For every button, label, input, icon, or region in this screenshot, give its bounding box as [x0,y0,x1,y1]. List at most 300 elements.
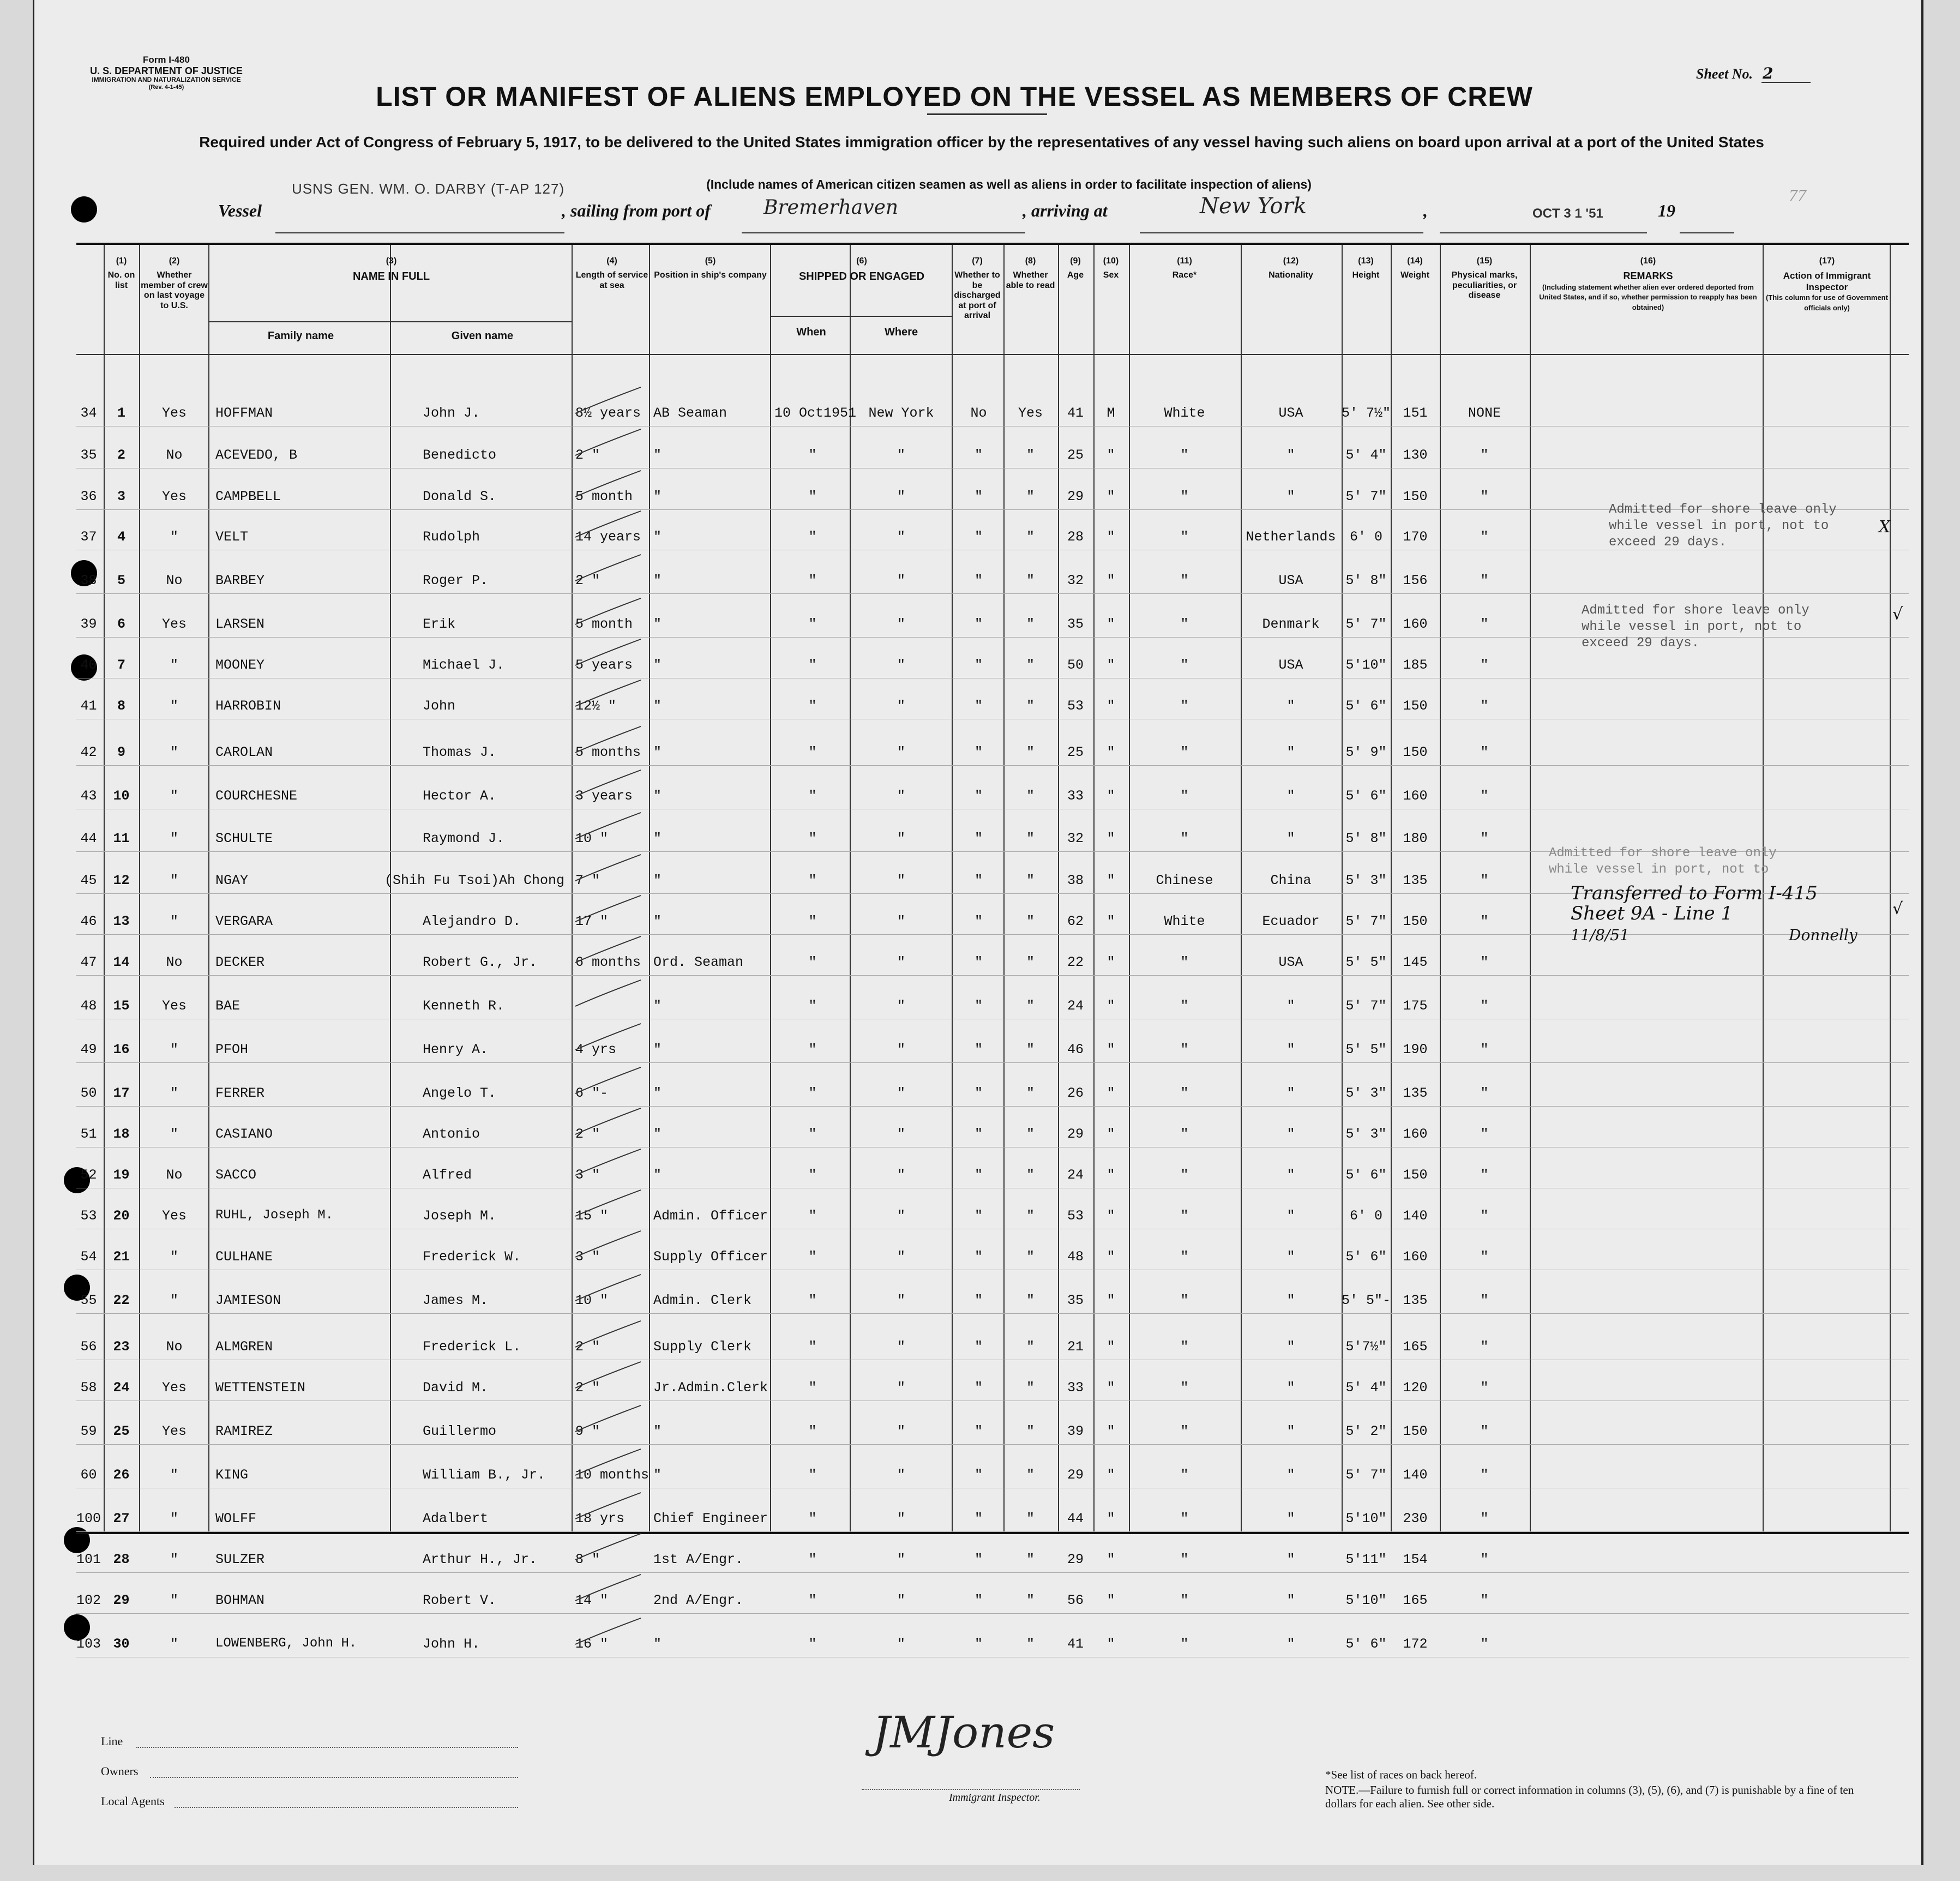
crew-given: Angelo T. [423,1085,497,1101]
crew-age: 33 [1067,788,1084,804]
crew-family: VELT [215,529,249,545]
crew-no: 9 [117,744,125,760]
footer-owners-blank [150,1777,518,1778]
crew-marks: " [1480,1167,1489,1183]
crew-nationality: China [1270,873,1312,888]
crew-age: 39 [1067,1423,1084,1439]
crew-no: 14 [113,954,130,970]
crew-service: 12½ " [575,698,617,714]
crew-sex: " [1107,616,1115,632]
review-tick-icon [573,1573,644,1606]
crew-age: 53 [1067,698,1084,714]
crew-age: 50 [1067,657,1084,673]
crew-position: " [653,1636,662,1652]
crew-weight: 165 [1403,1592,1428,1608]
crew-height: 5' 7" [1345,914,1387,929]
crew-sex: " [1107,954,1115,970]
crew-height: 5'10" [1345,1592,1387,1608]
crew-race: " [1180,1085,1189,1101]
crew-service: 2 " [575,447,600,463]
crew-sex: " [1107,831,1115,846]
crew-age: 25 [1067,447,1084,463]
crew-race: Chinese [1156,873,1213,888]
crew-seq: 50 [80,1085,97,1101]
crew-weight: 150 [1403,914,1428,929]
review-tick-icon [573,854,644,886]
crew-prev: " [170,1085,178,1101]
crew-discharged: " [974,1380,983,1396]
crew-family: HARROBIN [215,698,281,714]
crew-service: 14 " [575,1592,609,1608]
crew-weight: 160 [1403,616,1428,632]
remark-transferred-note: Transferred to Form I-415 Sheet 9A - Line 1 [1571,882,1818,925]
crew-family: PFOH [215,1042,249,1057]
crew-discharged: " [974,744,983,760]
crew-service: 4 yrs [575,1042,617,1057]
crew-position: Ord. Seaman [653,954,744,970]
row-rule [76,1613,1909,1614]
crew-given: Henry A. [423,1042,489,1057]
crew-seq: 41 [80,698,97,714]
crew-weight: 135 [1403,1293,1428,1308]
crew-nationality: USA [1278,657,1303,673]
crew-given: Alfred [423,1167,472,1183]
crew-no: 16 [113,1042,130,1057]
crew-when: " [808,657,817,673]
crew-weight: 230 [1403,1511,1428,1527]
crew-height: 5'11" [1345,1552,1387,1567]
crew-height: 5' 7" [1345,998,1387,1014]
crew-family: SACCO [215,1167,257,1183]
crew-no: 22 [113,1293,130,1308]
crew-age: 24 [1067,1167,1084,1183]
crew-height: 5' 6" [1345,1249,1387,1265]
crew-weight: 120 [1403,1380,1428,1396]
review-tick-icon [573,1023,644,1055]
crew-given: Benedicto [423,447,497,463]
crew-where: " [897,573,905,588]
crew-family: WOLFF [215,1511,257,1527]
crew-position: " [653,529,662,545]
crew-when: " [808,873,817,888]
crew-age: 33 [1067,1380,1084,1396]
crew-given: (Shih Fu Tsoi)Ah Chong [384,873,565,888]
crew-position: " [653,1167,662,1183]
crew-sex: " [1107,1511,1115,1527]
arrival-date-stamp: OCT 3 1 '51 [1532,206,1603,221]
crew-age: 28 [1067,529,1084,545]
crew-given: Raymond J. [423,831,505,846]
crew-given: Arthur H., Jr. [423,1552,538,1567]
crew-height: 5' 3" [1345,1126,1387,1142]
crew-discharged: " [974,573,983,588]
crew-when: " [808,831,817,846]
crew-discharged: " [974,1636,983,1652]
crew-discharged: " [974,1042,983,1057]
crew-position: AB Seaman [653,405,728,421]
inspector-label: Immigrant Inspector. [949,1792,1041,1804]
crew-height: 5' 7" [1345,1467,1387,1483]
crew-family: JAMIESON [215,1293,281,1308]
crew-where: " [897,1552,905,1567]
review-tick-icon [573,1617,644,1650]
crew-nationality: " [1286,1249,1295,1265]
crew-height: 5' 6" [1345,698,1387,714]
crew-race: " [1180,1511,1189,1527]
crew-service: 14 years [575,529,641,545]
crew-prev: No [166,954,183,970]
crew-height: 5' 8" [1345,573,1387,588]
review-tick-icon [573,597,644,630]
review-tick-icon [573,1189,644,1222]
crew-read: " [1026,489,1035,504]
crew-family: LARSEN [215,616,265,632]
crew-given: John J. [423,405,480,421]
crew-prev: Yes [161,616,187,632]
crew-seq: 56 [80,1339,97,1355]
row-rule [76,593,1909,594]
crew-when: " [808,744,817,760]
crew-discharged: " [974,831,983,846]
crew-discharged: " [974,1511,983,1527]
crew-sex: " [1107,657,1115,673]
crew-weight: 140 [1403,1467,1428,1483]
crew-seq: 103 [76,1636,101,1652]
footer-line-blank [136,1747,518,1748]
year-line [1680,232,1734,233]
crew-marks: " [1480,1467,1489,1483]
crew-family: CAROLAN [215,744,273,760]
review-tick-icon [573,1404,644,1437]
crew-service: 2 " [575,573,600,588]
crew-where: " [897,873,905,888]
crew-age: 41 [1067,1636,1084,1652]
crew-given: Guillermo [423,1423,497,1439]
crew-seq: 34 [80,405,97,421]
crew-weight: 150 [1403,698,1428,714]
crew-no: 15 [113,998,130,1014]
crew-race: " [1180,831,1189,846]
crew-when: " [808,1339,817,1355]
crew-sex: " [1107,529,1115,545]
crew-sex: " [1107,1042,1115,1057]
crew-nationality: " [1286,489,1295,504]
crew-when: " [808,616,817,632]
crew-marks: " [1480,954,1489,970]
crew-sex: " [1107,447,1115,463]
crew-sex: " [1107,788,1115,804]
crew-prev: Yes [161,405,187,421]
crew-no: 18 [113,1126,130,1142]
crew-service: 10 " [575,831,609,846]
crew-weight: 145 [1403,954,1428,970]
crew-nationality: " [1286,1636,1295,1652]
col-given-name: Given name [451,330,514,342]
crew-service: 5 month [575,616,633,632]
action-mark-3: √ [1892,899,1903,918]
crew-discharged: " [974,447,983,463]
crew-read: " [1026,1085,1035,1101]
crew-prev: " [170,1511,178,1527]
crew-marks: " [1480,1208,1489,1224]
crew-height: 5' 6" [1345,1167,1387,1183]
crew-weight: 150 [1403,1167,1428,1183]
crew-where: " [897,657,905,673]
crew-where: " [897,914,905,929]
crew-given: Michael J. [423,657,505,673]
crew-read: " [1026,573,1035,588]
crew-seq: 47 [80,954,97,970]
crew-sex: " [1107,1552,1115,1567]
crew-prev: " [170,1126,178,1142]
col-remarks: (16) REMARKS (Including statement whether alien ever ordered deported from United States, and if so, whether permission to reapply has been obtained) [1539,256,1757,311]
comma-label: , [1423,201,1428,220]
form-department: U. S. DEPARTMENT OF JUSTICE [90,65,243,76]
crew-height: 5' 7" [1345,616,1387,632]
crew-age: 41 [1067,405,1084,421]
crew-discharged: " [974,698,983,714]
crew-discharged: " [974,1126,983,1142]
footer-line-label: Line [101,1734,123,1748]
crew-race: " [1180,1167,1189,1183]
col-sex: (10) Sex [1103,256,1119,280]
action-mark-2: √ [1892,605,1903,624]
crew-seq: 100 [76,1511,101,1527]
crew-discharged: " [974,788,983,804]
crew-no: 11 [113,831,130,846]
col-inspector-action: (17) Action of Immigrant Inspector (This column for use of Government officials only) [1766,256,1888,312]
crew-service: 5 years [575,657,633,673]
crew-prev: " [170,1636,178,1652]
crew-sex: " [1107,1423,1115,1439]
crew-position: " [653,831,662,846]
crew-service: 3 " [575,1249,600,1265]
crew-when: " [808,1293,817,1308]
crew-when: " [808,1423,817,1439]
crew-height: 5' 5" [1345,1042,1387,1057]
crew-position: " [653,447,662,463]
crew-service: 15 " [575,1208,609,1224]
crew-height: 5' 6" [1345,788,1387,804]
crew-given: David M. [423,1380,489,1396]
crew-where: " [897,447,905,463]
crew-prev: " [170,657,178,673]
crew-prev: " [170,1592,178,1608]
crew-read: " [1026,914,1035,929]
crew-race: " [1180,1592,1189,1608]
crew-seq: 101 [76,1552,101,1567]
crew-weight: 150 [1403,489,1428,504]
row-rule [76,1531,1909,1532]
crew-read: " [1026,616,1035,632]
crew-race: " [1180,529,1189,545]
crew-nationality: " [1286,1126,1295,1142]
crew-discharged: " [974,1085,983,1101]
crew-position: Admin. Clerk [653,1293,752,1308]
crew-read: " [1026,698,1035,714]
crew-marks: " [1480,1511,1489,1527]
crew-age: 32 [1067,831,1084,846]
crew-sex: " [1107,698,1115,714]
crew-marks: " [1480,573,1489,588]
crew-marks: " [1480,1423,1489,1439]
crew-service: 2 " [575,1380,600,1396]
review-tick-icon [573,554,644,586]
crew-when: " [808,1552,817,1567]
crew-service: 10 months [575,1467,650,1483]
crew-age: 29 [1067,489,1084,504]
crew-discharged: " [974,1293,983,1308]
crew-marks: " [1480,1293,1489,1308]
crew-where: " [897,616,905,632]
crew-when: " [808,529,817,545]
sailing-port-value: Bremerhaven [763,196,899,219]
crew-sex: " [1107,1249,1115,1265]
crew-where: " [897,1293,905,1308]
crew-position: 1st A/Engr. [653,1552,744,1567]
crew-service: 8½ years [575,405,641,421]
crew-position: " [653,1467,662,1483]
crew-family: CULHANE [215,1249,273,1265]
crew-given: Alejandro D. [423,914,521,929]
crew-no: 26 [113,1467,130,1483]
crew-given: Robert G., Jr. [423,954,538,970]
crew-no: 27 [113,1511,130,1527]
crew-age: 46 [1067,1042,1084,1057]
crew-prev: Yes [161,1208,187,1224]
crew-family: MOONEY [215,657,265,673]
crew-race: " [1180,657,1189,673]
crew-no: 19 [113,1167,130,1183]
crew-discharged: " [974,616,983,632]
crew-read: " [1026,1423,1035,1439]
row-rule [76,1062,1909,1063]
crew-family: LOWENBERG, John H. [215,1636,357,1651]
date-line [1440,232,1647,233]
crew-given: Robert V. [423,1592,497,1608]
crew-marks: " [1480,698,1489,714]
crew-height: 5' 9" [1345,744,1387,760]
crew-age: 35 [1067,1293,1084,1308]
remark-transfer-date: 11/8/51 [1571,926,1630,944]
crew-prev: Yes [161,998,187,1014]
crew-given: James M. [423,1293,489,1308]
crew-age: 38 [1067,873,1084,888]
vessel-line [275,232,564,233]
crew-given: Donald S. [423,489,497,504]
crew-no: 6 [117,616,125,632]
crew-read: " [1026,1511,1035,1527]
crew-seq: 42 [80,744,97,760]
crew-service: 6 months [575,954,641,970]
crew-height: 5'10" [1345,1511,1387,1527]
crew-family: WETTENSTEIN [215,1380,306,1396]
crew-age: 26 [1067,1085,1084,1101]
crew-family: SCHULTE [215,831,273,846]
crew-race: " [1180,573,1189,588]
crew-sex: M [1107,405,1115,421]
crew-service: 3 years [575,788,633,804]
crew-age: 29 [1067,1552,1084,1567]
review-tick-icon [573,386,644,419]
crew-weight: 165 [1403,1339,1428,1355]
crew-race: " [1180,1249,1189,1265]
crew-race: White [1164,914,1205,929]
crew-marks: " [1480,1380,1489,1396]
crew-marks: " [1480,616,1489,632]
crew-age: 53 [1067,1208,1084,1224]
col-length-of-service: (4) Length of service at sea [575,256,648,290]
crew-discharged: " [974,489,983,504]
crew-no: 23 [113,1339,130,1355]
crew-seq: 46 [80,914,97,929]
crew-age: 29 [1067,1126,1084,1142]
review-tick-icon [573,1107,644,1140]
crew-weight: 160 [1403,1249,1428,1265]
crew-when: " [808,1208,817,1224]
crew-given: Joseph M. [423,1208,497,1224]
row-rule [76,1313,1909,1314]
crew-read: " [1026,1126,1035,1142]
crew-discharged: " [974,998,983,1014]
crew-read: " [1026,657,1035,673]
crew-height: 5' 5"- [1342,1293,1391,1308]
col-name-in-full: (3) NAME IN FULL [352,256,430,283]
crew-nationality: Denmark [1262,616,1320,632]
crew-given: Frederick W. [423,1249,521,1265]
crew-weight: 170 [1403,529,1428,545]
review-tick-icon [573,1320,644,1353]
col-age: (9) Age [1067,256,1084,280]
vessel-stamp: USNS GEN. WM. O. DARBY (T-AP 127) [292,181,565,197]
crew-service: 16 " [575,1636,609,1652]
crew-read: " [1026,1592,1035,1608]
review-tick-icon [573,894,644,927]
crew-where: " [897,1249,905,1265]
crew-service: 2 " [575,1126,600,1142]
crew-when: " [808,698,817,714]
crew-position: " [653,489,662,504]
crew-prev: " [170,744,178,760]
crew-race: " [1180,1126,1189,1142]
crew-marks: " [1480,447,1489,463]
crew-read: " [1026,1380,1035,1396]
col-height: (13) Height [1352,256,1380,280]
crew-prev: " [170,831,178,846]
crew-position: " [653,616,662,632]
page-title: LIST OR MANIFEST OF ALIENS EMPLOYED ON THE VESSEL AS MEMBERS OF CREW [376,81,1533,112]
crew-where: " [897,954,905,970]
crew-when: " [808,447,817,463]
crew-discharged: " [974,1423,983,1439]
crew-where: " [897,529,905,545]
crew-given: Roger P. [423,573,489,588]
remark-shore-leave-3: Admitted for shore leave only while vessel in port, not to [1549,846,1777,877]
crew-discharged: " [974,1592,983,1608]
crew-position: " [653,573,662,588]
crew-discharged: " [974,1339,983,1355]
arriving-label: , arriving at [1023,201,1108,220]
crew-seq: 35 [80,447,97,463]
crew-prev: " [170,1467,178,1483]
crew-position: " [653,698,662,714]
form-service: IMMIGRATION AND NATURALIZATION SERVICE [92,76,241,84]
crew-nationality: " [1286,788,1295,804]
crew-no: 12 [113,873,130,888]
crew-weight: 160 [1403,1126,1428,1142]
crew-when: " [808,788,817,804]
crew-marks: " [1480,744,1489,760]
